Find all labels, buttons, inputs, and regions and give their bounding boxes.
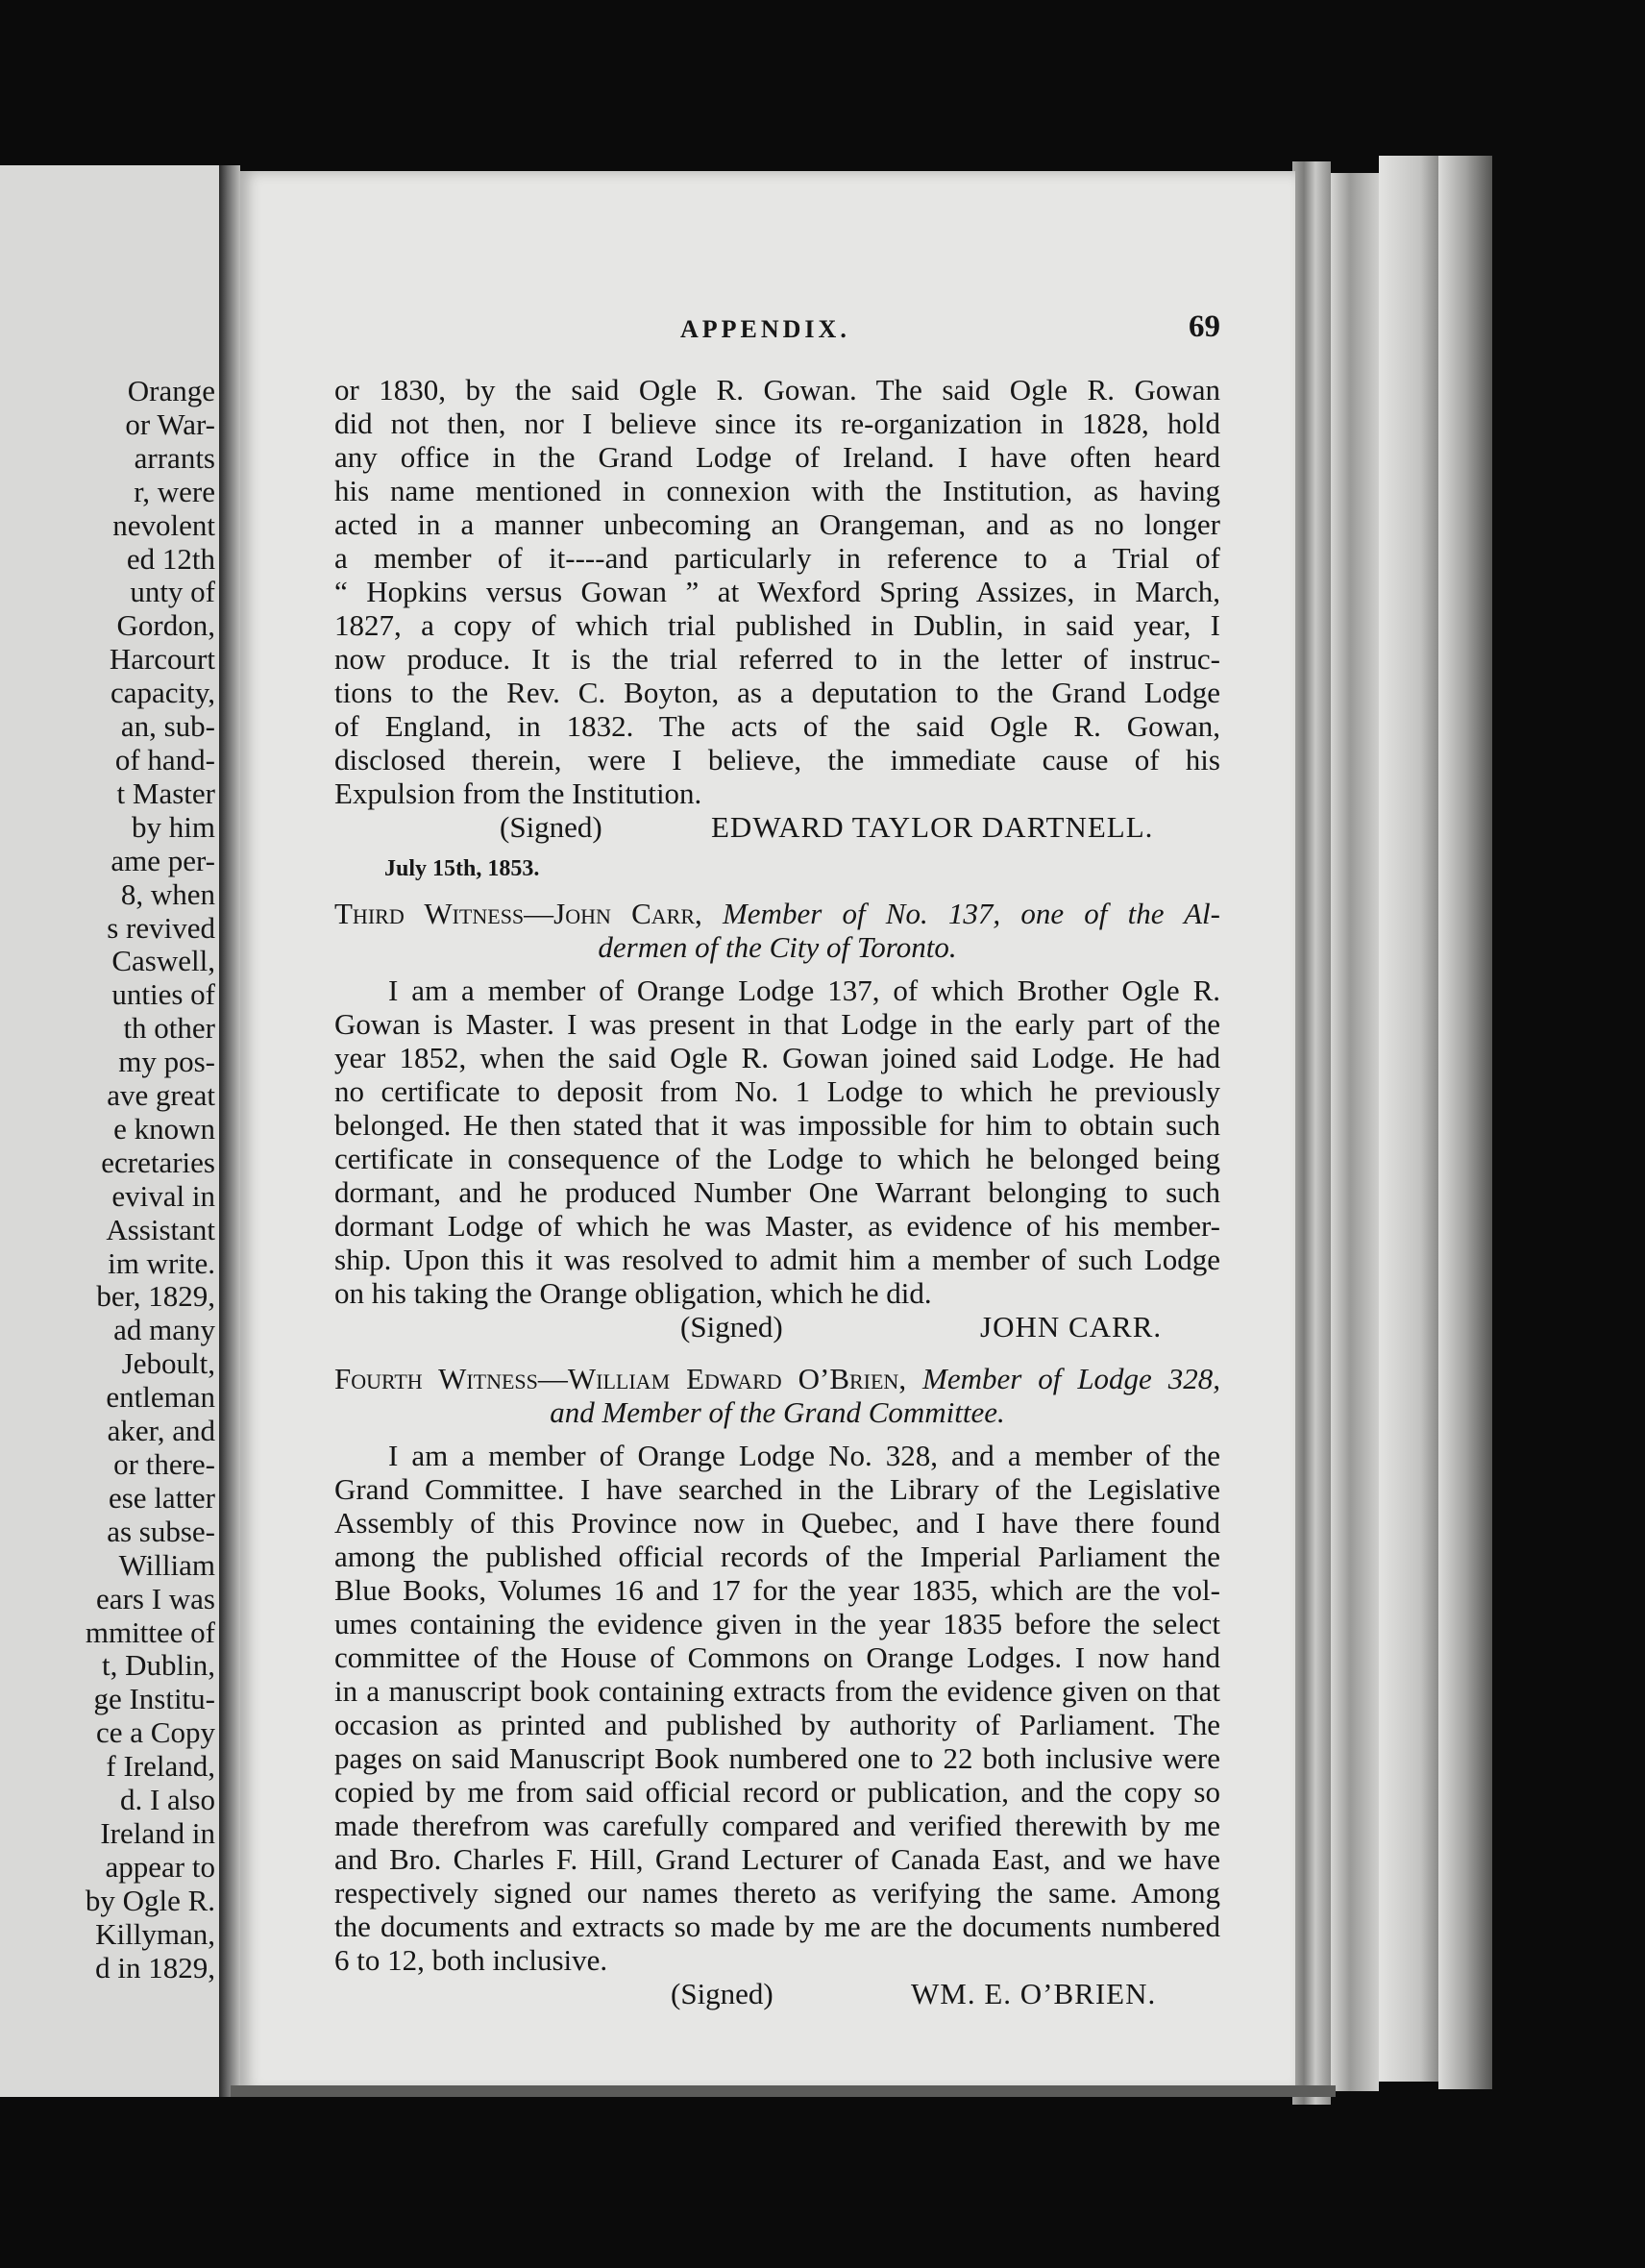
page-edge xyxy=(1379,156,1438,2082)
paragraph-dartnell-testimony xyxy=(334,373,1220,810)
left-text-line: mmittee of xyxy=(85,1615,215,1649)
signature-block xyxy=(334,810,1220,849)
text-line: 6 to 12, both inclusive. xyxy=(334,1943,608,1977)
text-line: Expulsion from the Institution. xyxy=(334,777,702,810)
witness-fourth-body xyxy=(334,1439,1220,1977)
left-text-line: Ireland in xyxy=(100,1816,215,1850)
left-text-line: by Ogle R. xyxy=(85,1884,215,1917)
page-number: 69 xyxy=(1189,309,1220,344)
left-text-line: r, were xyxy=(134,475,215,508)
left-text-line: s revived xyxy=(107,911,215,945)
witness-heading: Fourth Witness—William Edward O’Brien, xyxy=(334,1362,907,1395)
left-text-line: aker, and xyxy=(107,1415,215,1448)
text-line: copied by me from said official record or publication, and the copy so xyxy=(334,1775,1220,1809)
text-line: “ Hopkins versus Gowan ” at Wexford Spring Assizes, in March, xyxy=(334,575,1220,608)
text-line: occasion as printed and published by authority of Parliament. The xyxy=(334,1708,1220,1741)
book-gutter xyxy=(219,165,240,2097)
left-text-line: Jeboult, xyxy=(121,1347,215,1381)
left-text-line: ge Institu- xyxy=(93,1683,215,1716)
left-text-line: ave great xyxy=(107,1079,215,1113)
text-line: dormant, and he produced Number One Warrant belonging to such xyxy=(334,1175,1220,1209)
left-text-line: 8, when xyxy=(120,877,215,911)
text-line: no certificate to deposit from No. 1 Lodge to which he previously xyxy=(334,1074,1220,1108)
left-text-line: ce a Copy xyxy=(96,1716,215,1750)
left-text-line: im write. xyxy=(108,1246,215,1280)
text-line: disclosed therein, were I believe, the immediate cause of his xyxy=(334,743,1220,777)
text-line: now produce. It is the trial referred to in the letter of instruc- xyxy=(334,642,1220,676)
signature-block xyxy=(334,1310,1220,1348)
left-page xyxy=(0,165,225,2097)
text-line: umes containing the evidence given in the year 1835 before the select xyxy=(334,1607,1220,1640)
left-text-line: of hand- xyxy=(114,743,215,777)
left-text-line: arrants xyxy=(134,441,215,475)
signature-name: WM. E. O’BRIEN. xyxy=(911,1977,1157,2010)
witness-fourth xyxy=(334,1362,1220,2015)
left-text-line: ad many xyxy=(113,1314,215,1347)
text-line: respectively signed our names thereto as verifying the same. Among xyxy=(334,1876,1220,1910)
text-line: 1827, a copy of which trial published in Dublin, in said year, I xyxy=(334,608,1220,642)
text-line: committee of the House of Commons on Orange Lodges. I now hand xyxy=(334,1640,1220,1674)
text-line: ship. Upon this it was resolved to admit him a member of such Lodge xyxy=(334,1243,1220,1276)
left-text-line: unty of xyxy=(130,576,215,609)
signature-name: JOHN CARR. xyxy=(980,1310,1163,1344)
left-text-line: Orange xyxy=(127,375,215,407)
witness-heading-line xyxy=(334,1362,1220,1395)
witness-role-line2: and Member of the Grand Committee. xyxy=(550,1395,1005,1429)
left-text-line: ears I was xyxy=(96,1582,215,1615)
page-edge xyxy=(1438,156,1492,2089)
left-text-line: Killyman, xyxy=(95,1917,215,1951)
text-line: I am a member of Orange Lodge 137, of which Brother Ogle R. xyxy=(388,974,1220,1007)
signed-label: (Signed) xyxy=(680,1310,783,1344)
left-text-line: Caswell, xyxy=(111,945,215,978)
text-line: his name mentioned in connexion with the Institution, as having xyxy=(334,474,1220,507)
left-text-line: ese latter xyxy=(108,1481,215,1515)
text-line: dormant Lodge of which he was Master, as evidence of his member- xyxy=(334,1209,1220,1243)
left-text-line: capacity, xyxy=(110,677,215,710)
left-text-line: t, Dublin, xyxy=(102,1649,215,1683)
text-line: I am a member of Orange Lodge No. 328, and a member of the xyxy=(388,1439,1220,1472)
witness-third-body xyxy=(334,974,1220,1310)
left-text-line: Harcourt xyxy=(109,643,215,677)
text-line: any office in the Grand Lodge of Ireland. I have often heard xyxy=(334,440,1220,474)
left-text-line: or War- xyxy=(125,407,215,441)
text-line: Gowan is Master. I was present in that Lodge in the early part of the xyxy=(334,1007,1220,1041)
text-line: acted in a manner unbecoming an Orangeman, and as no longer xyxy=(334,507,1220,541)
left-text-line: ecretaries xyxy=(101,1146,215,1179)
date-line: July 15th, 1853. xyxy=(384,856,540,881)
witness-heading-line xyxy=(334,897,1220,930)
signature-block xyxy=(334,1977,1220,2015)
left-text-line: my pos- xyxy=(118,1046,215,1079)
left-text-line: unties of xyxy=(111,978,215,1012)
text-line: in a manuscript book containing extracts from the evidence given on that xyxy=(334,1674,1220,1708)
left-text-line: t Master xyxy=(116,777,215,810)
witness-heading: Third Witness—John Carr, xyxy=(334,897,702,930)
signature-name: EDWARD TAYLOR DARTNELL. xyxy=(711,810,1154,844)
witness-role: Member of No. 137, one of the Al- xyxy=(722,897,1220,930)
left-text-line: William xyxy=(118,1548,215,1582)
page-edge xyxy=(1292,161,1331,2105)
left-text-line: appear to xyxy=(105,1850,215,1884)
left-text-line: an, sub- xyxy=(120,710,215,744)
left-text-line: or there- xyxy=(113,1448,215,1481)
signed-label: (Signed) xyxy=(500,810,602,844)
text-line: did not then, nor I believe since its re-organization in 1828, hold xyxy=(334,407,1220,440)
left-text-line: f Ireland, xyxy=(106,1750,215,1784)
witness-role-line2: dermen of the City of Toronto. xyxy=(598,930,957,964)
left-text-line: by him xyxy=(132,810,215,844)
page-edge xyxy=(1331,173,1379,2091)
left-text-line: ber, 1829, xyxy=(96,1280,215,1314)
left-text-line: ed 12th xyxy=(126,542,215,576)
witness-third xyxy=(334,897,1220,1348)
text-line: or 1830, by the said Ogle R. Gowan. The said Ogle R. Gowan xyxy=(334,373,1220,407)
text-line: Grand Committee. I have searched in the Library of the Legislative xyxy=(334,1472,1220,1506)
text-line: on his taking the Orange obligation, which he did. xyxy=(334,1276,932,1310)
left-text-line: ame per- xyxy=(110,844,215,877)
left-text-line: e known xyxy=(113,1112,215,1146)
text-line: Assembly of this Province now in Quebec, and I have there found xyxy=(334,1506,1220,1540)
left-text-line: Gordon, xyxy=(116,609,215,643)
witness-role: Member of Lodge 328, xyxy=(922,1362,1221,1395)
header-title: APPENDIX. xyxy=(680,315,850,343)
text-line: the documents and extracts so made by me are the documents numbered xyxy=(334,1910,1220,1943)
left-text-line: Assistant xyxy=(106,1213,215,1246)
left-text-line: entleman xyxy=(106,1381,215,1415)
left-text-line: d in 1829, xyxy=(95,1951,215,1984)
text-line: a member of it----and particularly in reference to a Trial of xyxy=(334,541,1220,575)
text-line: of England, in 1832. The acts of the said Ogle R. Gowan, xyxy=(334,709,1220,743)
text-line: among the published official records of the Imperial Parliament the xyxy=(334,1540,1220,1573)
left-text-line: th other xyxy=(123,1012,215,1046)
left-page-text xyxy=(0,375,215,1985)
left-text-line: d. I also xyxy=(119,1784,215,1817)
text-line: made therefrom was carefully compared and verified therewith by me xyxy=(334,1809,1220,1842)
left-text-line: evival in xyxy=(111,1179,215,1213)
left-text-line: as subse- xyxy=(107,1515,215,1548)
text-line: tions to the Rev. C. Boyton, as a deputation to the Grand Lodge xyxy=(334,676,1220,709)
page-content xyxy=(334,306,1220,2015)
signed-label: (Signed) xyxy=(671,1977,773,2010)
left-text-line: nevolent xyxy=(112,508,215,542)
text-line: pages on said Manuscript Book numbered one to 22 both inclusive were xyxy=(334,1741,1220,1775)
text-line: certificate in consequence of the Lodge to which he belonged being xyxy=(334,1142,1220,1175)
text-line: belonged. He then stated that it was impossible for him to obtain such xyxy=(334,1108,1220,1142)
text-line: Blue Books, Volumes 16 and 17 for the year 1835, which are the vol- xyxy=(334,1573,1220,1607)
text-line: and Bro. Charles F. Hill, Grand Lecturer of Canada East, and we have xyxy=(334,1842,1220,1876)
page-bottom-edge xyxy=(231,2085,1336,2097)
text-line: year 1852, when the said Ogle R. Gowan joined said Lodge. He had xyxy=(334,1041,1220,1074)
